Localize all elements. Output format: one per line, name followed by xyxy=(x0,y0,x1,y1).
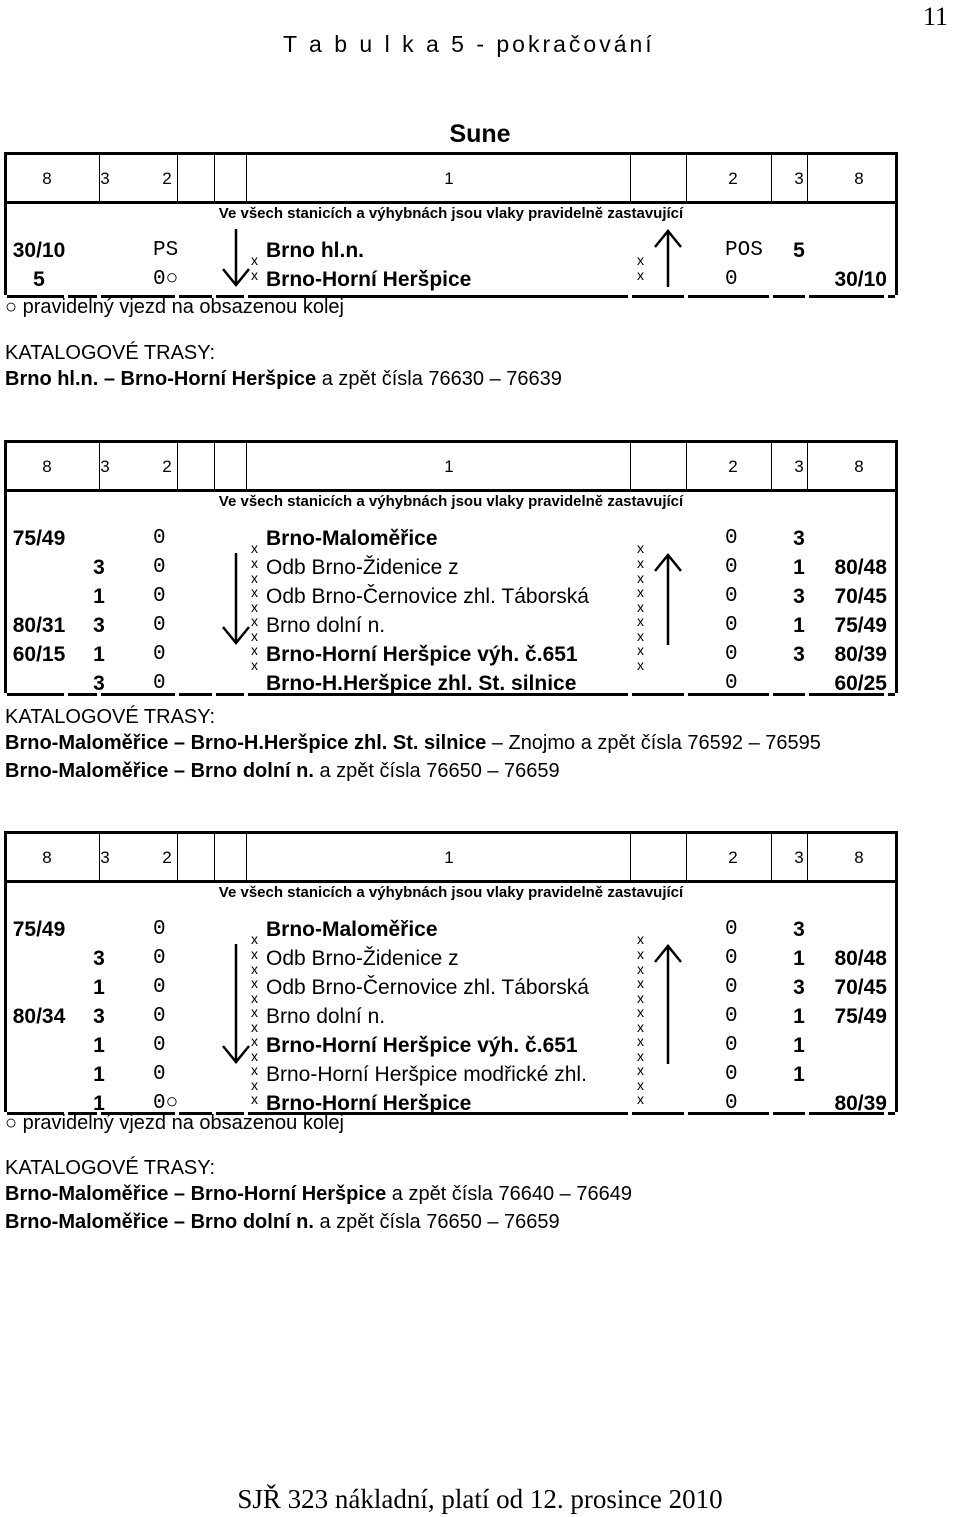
grid-line xyxy=(99,443,100,489)
cell-col3: 0○ xyxy=(153,268,179,291)
cell-col3: 0 xyxy=(153,672,166,695)
cell-right2: 1 xyxy=(793,947,805,970)
timetable-1 xyxy=(4,152,898,295)
header-left-2: 2 xyxy=(162,848,172,867)
cell-col2: 1 xyxy=(93,1063,105,1086)
cell-col3: 0 xyxy=(153,1034,166,1057)
cell-right3: 80/48 xyxy=(834,556,887,579)
cell-station: Brno-Horní Heršpice výh. č.651 xyxy=(266,643,578,666)
x-mark-right: x xyxy=(637,642,644,658)
cell-station: Brno-Horní Heršpice výh. č.651 xyxy=(266,1034,578,1057)
header-left-0: 8 xyxy=(42,169,52,188)
x-mark-right: x xyxy=(637,599,644,615)
x-mark-left: x xyxy=(251,1033,258,1049)
cell-right2: 5 xyxy=(793,239,805,262)
cell-right1: 0 xyxy=(725,1092,738,1115)
x-mark-left: x xyxy=(251,946,258,962)
cell-right1: 0 xyxy=(725,918,738,941)
x-mark-left: x xyxy=(251,657,258,673)
x-mark-left: x xyxy=(251,540,258,556)
x-mark-right: x xyxy=(637,990,644,1006)
cell-right2: 3 xyxy=(793,976,805,999)
table-row xyxy=(7,918,895,947)
grid-line xyxy=(771,443,772,489)
cell-right2: 3 xyxy=(793,527,805,550)
cell-station: Odb Brno-Černovice zhl. Táborská xyxy=(266,976,589,999)
table-row xyxy=(7,268,895,297)
x-mark-left: x xyxy=(251,990,258,1006)
catalog-label-3: KATALOGOVÉ TRASY: xyxy=(5,1157,216,1179)
table-row xyxy=(7,527,895,556)
cell-right2: 3 xyxy=(793,643,805,666)
grid-line xyxy=(807,834,808,880)
grid-line xyxy=(630,834,631,880)
cell-right3: 70/45 xyxy=(834,976,887,999)
note-text: Ve všech stanicích a výhybnách jsou vlaky pravidelně zastavující xyxy=(218,884,684,901)
table-row xyxy=(7,614,895,643)
cell-station: Odb Brno-Židenice z xyxy=(266,556,459,579)
header-left-2: 2 xyxy=(162,169,172,188)
table-header xyxy=(7,155,895,204)
table-row xyxy=(7,643,895,672)
header-left-1: 3 xyxy=(100,457,110,476)
x-mark-right: x xyxy=(637,961,644,977)
x-mark-left: x xyxy=(251,1019,258,1035)
cell-col3: 0 xyxy=(153,976,166,999)
cell-col3: 0 xyxy=(153,527,166,550)
cell-station: Brno-Horní Heršpice xyxy=(266,268,472,291)
cell-right1: 0 xyxy=(725,585,738,608)
cell-station: Brno dolní n. xyxy=(266,1005,386,1028)
cell-right1: 0 xyxy=(725,614,738,637)
cell-right1: 0 xyxy=(725,947,738,970)
cell-col1: 80/34 xyxy=(12,1005,66,1028)
x-mark-right: x xyxy=(637,570,644,586)
cell-right3: 30/10 xyxy=(834,268,887,291)
timetable-3 xyxy=(4,831,898,1115)
catalog-route xyxy=(5,1211,560,1234)
grid-line xyxy=(246,155,247,201)
x-mark-left: x xyxy=(251,599,258,615)
x-mark-left: x xyxy=(251,252,258,268)
cell-right1: 0 xyxy=(725,527,738,550)
cell-right3: 80/39 xyxy=(834,1092,887,1115)
cell-col2: 3 xyxy=(93,614,105,637)
cell-right3: 75/49 xyxy=(834,614,887,637)
cell-right2: 1 xyxy=(793,556,805,579)
table-row xyxy=(7,672,895,701)
grid-line xyxy=(214,155,215,201)
catalog-route xyxy=(5,368,562,391)
header-left-1: 3 xyxy=(100,848,110,867)
cell-col3: 0 xyxy=(153,643,166,666)
x-mark-right: x xyxy=(637,1077,644,1093)
cell-col2: 1 xyxy=(93,643,105,666)
catalog-route-stations: Brno-Maloměřice – Brno-Horní Heršpice xyxy=(5,1183,387,1205)
note-text: Ve všech stanicích a výhybnách jsou vlaky pravidelně zastavující xyxy=(218,493,684,510)
cell-right3: 80/48 xyxy=(834,947,887,970)
grid-line xyxy=(771,155,772,201)
cell-col3: 0 xyxy=(153,947,166,970)
x-mark-right: x xyxy=(637,1004,644,1020)
cell-right2: 3 xyxy=(793,918,805,941)
cell-right3: 60/25 xyxy=(834,672,887,695)
catalog-route-stations: Brno-Maloměřice – Brno dolní n. xyxy=(5,760,314,782)
table-row xyxy=(7,947,895,976)
grid-line xyxy=(686,834,687,880)
x-mark-left: x xyxy=(251,1048,258,1064)
catalog-route-stations: Brno-Maloměřice – Brno-H.Heršpice zhl. St. silnice xyxy=(5,732,487,754)
grid-line xyxy=(686,155,687,201)
cell-right1: 0 xyxy=(725,643,738,666)
cell-station: Brno-Horní Heršpice xyxy=(266,1092,472,1115)
cell-right1: 0 xyxy=(725,1063,738,1086)
arrow-down-icon xyxy=(221,944,251,1064)
grid-line xyxy=(807,155,808,201)
header-left-0: 8 xyxy=(42,457,52,476)
table-row xyxy=(7,239,895,268)
header-left-0: 8 xyxy=(42,848,52,867)
cell-right3: 70/45 xyxy=(834,585,887,608)
cell-col2: 1 xyxy=(93,1092,105,1115)
x-mark-right: x xyxy=(637,252,644,268)
legend-1: ○ pravidelný vjezd na obsazenou kolej xyxy=(5,296,344,318)
section-title: Sune xyxy=(449,120,511,148)
arrow-up-icon xyxy=(653,553,683,645)
catalog-label-2: KATALOGOVÉ TRASY: xyxy=(5,706,216,728)
cell-station: Brno-Horní Heršpice modřické zhl. xyxy=(266,1063,587,1086)
catalog-route xyxy=(5,760,560,783)
catalog-route-stations: Brno hl.n. – Brno-Horní Heršpice xyxy=(5,368,317,390)
cell-col2: 1 xyxy=(93,1034,105,1057)
cell-right1: 0 xyxy=(725,1005,738,1028)
cell-station: Brno dolní n. xyxy=(266,614,386,637)
header-right-2: 8 xyxy=(854,169,864,188)
catalog-route-numbers: – Znojmo a zpět čísla 76592 – 76595 xyxy=(486,732,821,754)
grid-line xyxy=(99,155,100,201)
cell-right1: 0 xyxy=(725,1034,738,1057)
note-text: Ve všech stanicích a výhybnách jsou vlaky pravidelně zastavující xyxy=(218,205,684,222)
x-mark-left: x xyxy=(251,642,258,658)
cell-col3: 0 xyxy=(153,585,166,608)
grid-line xyxy=(214,443,215,489)
cell-col3: 0 xyxy=(153,556,166,579)
x-mark-left: x xyxy=(251,1004,258,1020)
table-row xyxy=(7,976,895,1005)
x-mark-right: x xyxy=(637,1091,644,1107)
cell-right1: POS xyxy=(725,239,763,262)
grid-line xyxy=(177,155,178,201)
cell-station: Brno-Maloměřice xyxy=(266,918,438,941)
cell-right2: 1 xyxy=(793,1034,805,1057)
table-row xyxy=(7,1063,895,1092)
x-mark-left: x xyxy=(251,628,258,644)
table-row xyxy=(7,1005,895,1034)
x-mark-left: x xyxy=(251,584,258,600)
cell-col3: 0 xyxy=(153,1063,166,1086)
cell-col2: 1 xyxy=(93,585,105,608)
cell-station: Brno hl.n. xyxy=(266,239,364,262)
header-right-0: 2 xyxy=(728,457,738,476)
cell-right3: 80/39 xyxy=(834,643,887,666)
x-mark-right: x xyxy=(637,1019,644,1035)
table-header xyxy=(7,443,895,492)
x-mark-right: x xyxy=(637,540,644,556)
cell-col1: 75/49 xyxy=(12,527,66,550)
x-mark-right: x xyxy=(637,628,644,644)
header-right-2: 8 xyxy=(854,848,864,867)
header-left-2: 2 xyxy=(162,457,172,476)
cell-col1: 5 xyxy=(33,268,45,291)
cell-right2: 3 xyxy=(793,585,805,608)
x-mark-right: x xyxy=(637,1033,644,1049)
grid-line xyxy=(246,443,247,489)
x-mark-right: x xyxy=(637,267,644,283)
arrow-up-icon xyxy=(653,944,683,1064)
header-right-1: 3 xyxy=(794,848,804,867)
legend-3: ○ pravidelný vjezd na obsazenou kolej xyxy=(5,1112,344,1134)
grid-line xyxy=(177,443,178,489)
cell-col1: 60/15 xyxy=(12,643,66,666)
cell-col2: 1 xyxy=(93,976,105,999)
header-right-0: 2 xyxy=(728,848,738,867)
table-row xyxy=(7,1034,895,1063)
cell-col3: PS xyxy=(153,239,179,262)
arrow-up-icon xyxy=(653,229,683,287)
timetable-2 xyxy=(4,440,898,693)
cell-col3: 0 xyxy=(153,1005,166,1028)
arrow-down-icon xyxy=(221,553,251,645)
catalog-route xyxy=(5,732,821,755)
catalog-route-numbers: a zpět čísla 76650 – 76659 xyxy=(313,760,560,782)
x-mark-right: x xyxy=(637,1048,644,1064)
x-mark-right: x xyxy=(637,555,644,571)
catalog-route-numbers: a zpět čísla 76650 – 76659 xyxy=(313,1211,560,1233)
document-title: T a b u l k a 5 - pokračování xyxy=(283,31,655,57)
cell-right1: 0 xyxy=(725,672,738,695)
grid-line xyxy=(807,443,808,489)
grid-line xyxy=(214,834,215,880)
cell-col2: 3 xyxy=(93,1005,105,1028)
table-row xyxy=(7,585,895,614)
catalog-route xyxy=(5,1183,632,1206)
page-number: 11 xyxy=(922,2,948,31)
x-mark-left: x xyxy=(251,1077,258,1093)
table-row xyxy=(7,556,895,585)
x-mark-left: x xyxy=(251,931,258,947)
x-mark-left: x xyxy=(251,267,258,283)
cell-station: Brno-H.Heršpice zhl. St. silnice xyxy=(266,672,577,695)
x-mark-right: x xyxy=(637,946,644,962)
cell-col1: 30/10 xyxy=(12,239,66,262)
footer: SJŘ 323 nákladní, platí od 12. prosince 2010 xyxy=(237,1484,723,1514)
grid-line xyxy=(99,834,100,880)
cell-col1: 75/49 xyxy=(12,918,66,941)
cell-col3: 0○ xyxy=(153,1092,179,1115)
header-center: 1 xyxy=(444,848,454,867)
grid-line xyxy=(177,834,178,880)
cell-right1: 0 xyxy=(725,976,738,999)
x-mark-right: x xyxy=(637,657,644,673)
grid-line xyxy=(686,443,687,489)
catalog-route-numbers: a zpět čísla 76630 – 76639 xyxy=(316,368,562,390)
x-mark-right: x xyxy=(637,613,644,629)
cell-col2: 3 xyxy=(93,672,105,695)
cell-right1: 0 xyxy=(725,556,738,579)
catalog-route-stations: Brno-Maloměřice – Brno dolní n. xyxy=(5,1211,314,1233)
grid-line xyxy=(771,834,772,880)
cell-station: Odb Brno-Židenice z xyxy=(266,947,459,970)
cell-col2: 3 xyxy=(93,556,105,579)
grid-line xyxy=(630,155,631,201)
x-mark-right: x xyxy=(637,975,644,991)
x-mark-left: x xyxy=(251,555,258,571)
table-header xyxy=(7,834,895,883)
x-mark-left: x xyxy=(251,570,258,586)
cell-col3: 0 xyxy=(153,918,166,941)
header-right-0: 2 xyxy=(728,169,738,188)
catalog-label-1: KATALOGOVÉ TRASY: xyxy=(5,342,216,364)
cell-col1: 80/31 xyxy=(12,614,66,637)
x-mark-left: x xyxy=(251,613,258,629)
header-right-1: 3 xyxy=(794,169,804,188)
header-right-2: 8 xyxy=(854,457,864,476)
header-center: 1 xyxy=(444,457,454,476)
cell-station: Brno-Maloměřice xyxy=(266,527,438,550)
cell-right3: 75/49 xyxy=(834,1005,887,1028)
cell-station: Odb Brno-Černovice zhl. Táborská xyxy=(266,585,589,608)
header-left-1: 3 xyxy=(100,169,110,188)
header-center: 1 xyxy=(444,169,454,188)
grid-line xyxy=(246,834,247,880)
x-mark-left: x xyxy=(251,961,258,977)
cell-col2: 3 xyxy=(93,947,105,970)
header-right-1: 3 xyxy=(794,457,804,476)
cell-right1: 0 xyxy=(725,268,738,291)
x-mark-right: x xyxy=(637,584,644,600)
x-mark-left: x xyxy=(251,1062,258,1078)
grid-line xyxy=(630,443,631,489)
catalog-route-numbers: a zpět čísla 76640 – 76649 xyxy=(386,1183,632,1205)
x-mark-right: x xyxy=(637,931,644,947)
cell-right2: 1 xyxy=(793,1063,805,1086)
cell-right2: 1 xyxy=(793,1005,805,1028)
x-mark-left: x xyxy=(251,1091,258,1107)
arrow-down-icon xyxy=(221,229,251,287)
cell-col3: 0 xyxy=(153,614,166,637)
x-mark-right: x xyxy=(637,1062,644,1078)
cell-right2: 1 xyxy=(793,614,805,637)
x-mark-left: x xyxy=(251,975,258,991)
